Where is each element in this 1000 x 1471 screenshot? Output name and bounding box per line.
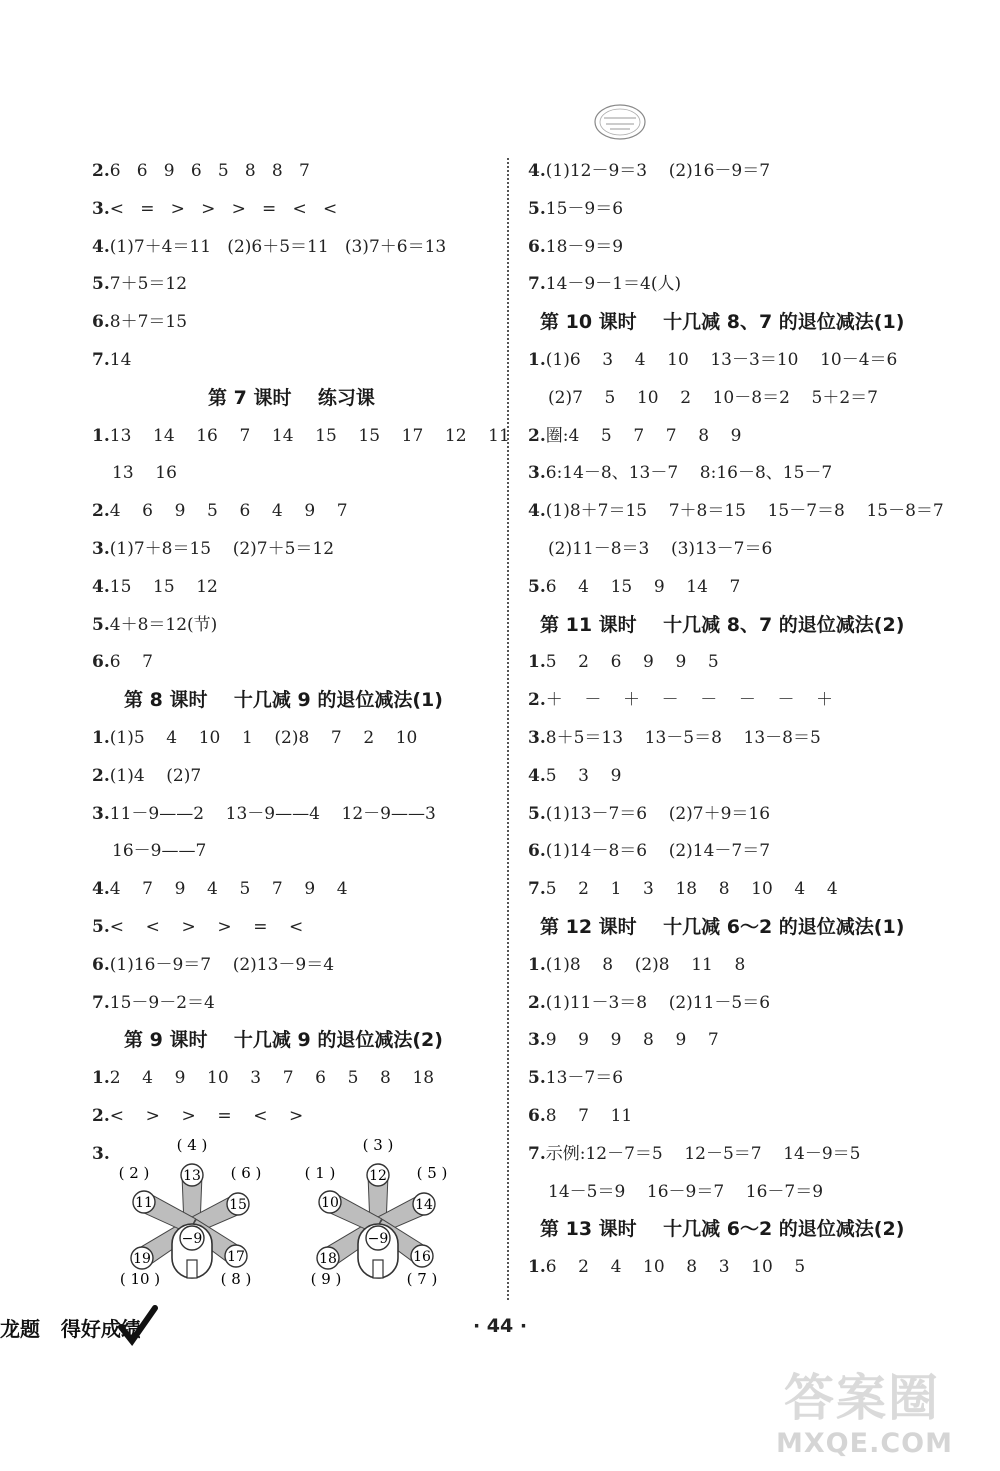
answer-line xyxy=(528,878,838,900)
petal-number: 11 xyxy=(135,1195,153,1211)
answer-text: (1)12－9＝3 (2)16－9＝7 xyxy=(545,161,771,181)
answer-text: < = > > > = < < xyxy=(109,198,338,219)
question-number: 5. xyxy=(528,803,546,824)
answer-text: (1)8 8 (2)8 11 8 xyxy=(545,954,746,975)
answer-text: 5 2 1 3 18 8 10 4 4 xyxy=(545,879,838,900)
answer-text: < > > = < > xyxy=(109,1106,304,1126)
petal-answer: ( 6 ) xyxy=(230,1164,262,1182)
answer-text: (1)6 3 4 10 13－3＝10 10－4＝6 xyxy=(545,350,898,370)
section-heading: 第 9 课时 十几减 9 的退位减法(2) xyxy=(124,1029,443,1052)
answer-text: 8 7 11 xyxy=(545,1106,633,1126)
flower-diagram-2 xyxy=(296,1138,476,1296)
answer-line xyxy=(548,387,878,409)
question-number: 5. xyxy=(92,917,110,937)
petal-answer: ( 1 ) xyxy=(304,1164,336,1182)
answer-text: < < > > = < xyxy=(109,917,304,937)
question-number: 5. xyxy=(92,614,110,635)
answer-line xyxy=(92,878,348,900)
section-heading: 第 11 课时 十几减 8、7 的退位减法(2) xyxy=(540,613,905,636)
answer-text: 5 3 9 xyxy=(545,765,622,786)
column-divider xyxy=(507,158,509,1300)
question-number: 2. xyxy=(92,765,110,786)
petal-number: 17 xyxy=(227,1249,245,1265)
answer-text: 2 4 9 10 3 7 6 5 8 18 xyxy=(109,1068,435,1089)
answer-text: 11－9——2 13－9——4 12－9——3 xyxy=(109,803,436,824)
section-heading: 第 12 课时 十几减 6～2 的退位减法(1) xyxy=(540,916,905,938)
answer-text: (1)8＋7＝15 7＋8＝15 15－7＝8 15－8＝7 xyxy=(545,501,944,522)
flower-door xyxy=(373,1260,383,1278)
flower-diagram-1 xyxy=(110,1138,290,1296)
answer-line xyxy=(92,614,217,636)
answer-line xyxy=(92,916,303,938)
answer-line xyxy=(112,840,206,862)
answer-line xyxy=(92,1143,110,1165)
answer-line xyxy=(92,803,436,825)
answer-text: 8＋7＝15 xyxy=(109,312,188,333)
answer-line xyxy=(528,651,719,673)
answer-text: 6:14－8、13－7 8:16－8、15－7 xyxy=(545,463,833,484)
answer-text: (1)7＋4＝11 (2)6＋5＝11 (3)7＋6＝13 xyxy=(109,236,447,257)
answer-text: 8＋5＝13 13－5＝8 13－8＝5 xyxy=(545,728,821,748)
answer-text: 14－5＝9 16－9＝7 16－7＝9 xyxy=(548,1181,824,1202)
answer-line xyxy=(528,1067,623,1089)
answer-text: 13 16 xyxy=(112,463,177,484)
section-heading: 第 7 课时 练习课 xyxy=(208,386,375,409)
question-number: 7. xyxy=(528,274,546,295)
footer-brand: 龙题 得好成绩 xyxy=(0,1317,141,1341)
petal-number: 15 xyxy=(229,1197,247,1213)
answer-text: 6 4 15 9 14 7 xyxy=(545,576,741,597)
question-number: 1. xyxy=(92,1068,110,1089)
answer-line xyxy=(92,160,310,182)
question-number: 4. xyxy=(92,879,110,900)
petal-number: 14 xyxy=(415,1197,433,1213)
answer-text: 18－9＝9 xyxy=(545,236,624,257)
petal-answer: ( 9 ) xyxy=(310,1270,342,1288)
petal-number: 10 xyxy=(321,1195,339,1211)
answer-text: 9 9 9 8 9 7 xyxy=(545,1030,719,1051)
question-number: 3. xyxy=(528,728,546,748)
question-number: 2. xyxy=(528,690,546,711)
answer-text: 4＋8＝12(节) xyxy=(109,614,218,635)
checkmark-icon xyxy=(118,1305,158,1347)
question-number: 1. xyxy=(528,954,546,975)
answer-text: (2)7 5 10 2 10－8＝2 5＋2＝7 xyxy=(548,387,878,408)
answer-line xyxy=(92,425,510,447)
petal-answer: ( 5 ) xyxy=(416,1164,448,1182)
answer-line xyxy=(112,462,177,484)
answer-text: 6 6 9 6 5 8 8 7 xyxy=(109,161,310,181)
answer-line xyxy=(92,500,348,522)
answer-text: 13 14 16 7 14 15 15 17 12 11 xyxy=(109,425,510,446)
question-number: 7. xyxy=(92,992,110,1013)
answer-text: 13－7＝6 xyxy=(545,1068,624,1089)
answer-text: 5 2 6 9 9 5 xyxy=(545,652,719,673)
answer-text: 6 7 xyxy=(109,652,153,673)
answer-line xyxy=(528,236,623,258)
answer-text: 示例:12－7＝5 12－5＝7 14－9＝5 xyxy=(545,1143,861,1164)
section-heading: 第 8 课时 十几减 9 的退位减法(1) xyxy=(124,689,443,712)
petal-number: 13 xyxy=(183,1168,201,1184)
answer-line xyxy=(92,1105,303,1127)
answer-text: 15 15 12 xyxy=(109,576,218,597)
petal-answer: ( 10 ) xyxy=(119,1270,161,1288)
answer-text: 15－9－2＝4 xyxy=(109,992,215,1013)
answer-line xyxy=(92,576,218,598)
flower-center-label: −9 xyxy=(181,1231,203,1247)
answer-line xyxy=(528,576,740,598)
watermark xyxy=(770,1358,990,1468)
answer-text: (1)16－9＝7 (2)13－9＝4 xyxy=(109,954,335,975)
answer-line xyxy=(528,425,741,447)
answer-line xyxy=(92,727,417,749)
answer-line xyxy=(528,954,745,976)
question-number: 4. xyxy=(528,765,546,786)
question-number: 6. xyxy=(528,841,546,862)
answer-text: (1)11－3＝8 (2)11－5＝6 xyxy=(545,992,771,1013)
question-number: 4. xyxy=(528,161,546,181)
page-number: · 44 · xyxy=(472,1315,528,1337)
answer-text: ＋ － ＋ － － － － ＋ xyxy=(545,690,834,711)
question-number: 2. xyxy=(92,1106,110,1126)
answer-line xyxy=(528,765,621,787)
answer-line xyxy=(528,840,770,862)
question-number: 5. xyxy=(528,198,546,219)
answer-line xyxy=(528,727,821,749)
question-number: 4. xyxy=(92,576,110,597)
question-number: 1. xyxy=(92,728,110,748)
watermark-logo: 答案圈 xyxy=(784,1369,940,1427)
petal-answer: ( 4 ) xyxy=(176,1138,208,1154)
petal-answer: ( 7 ) xyxy=(406,1270,438,1288)
question-number: 1. xyxy=(92,425,110,446)
answer-line xyxy=(92,236,446,258)
answer-text: 4 7 9 4 5 7 9 4 xyxy=(109,879,348,900)
question-number: 7. xyxy=(528,879,546,900)
question-number: 7. xyxy=(528,1143,546,1164)
question-number: 5. xyxy=(528,576,546,597)
answer-line xyxy=(92,954,334,976)
answer-line xyxy=(528,803,770,825)
petal-answer: ( 3 ) xyxy=(362,1138,394,1154)
question-number: 6. xyxy=(92,954,110,975)
answer-text: (1)14－8＝6 (2)14－7＝7 xyxy=(545,841,771,862)
answer-line xyxy=(92,651,153,673)
petal-answer: ( 8 ) xyxy=(220,1270,252,1288)
answer-line xyxy=(528,689,833,711)
petal-number: 18 xyxy=(319,1251,337,1267)
question-number: 3. xyxy=(92,803,110,824)
section-heading: 第 13 课时 十几减 6～2 的退位减法(2) xyxy=(540,1218,905,1241)
question-number: 2. xyxy=(92,161,110,181)
question-number: 2. xyxy=(528,425,546,446)
petal-number: 16 xyxy=(413,1249,431,1265)
question-number: 2. xyxy=(528,992,546,1013)
answer-line xyxy=(528,992,770,1014)
answer-text: (1)5 4 10 1 (2)8 7 2 10 xyxy=(109,728,418,748)
petal-answer: ( 2 ) xyxy=(118,1164,150,1182)
answer-text: 7＋5＝12 xyxy=(109,274,188,295)
answer-line xyxy=(548,538,772,560)
question-number: 1. xyxy=(528,652,546,673)
question-number: 4. xyxy=(92,236,110,257)
answer-line xyxy=(92,992,215,1014)
question-number: 6. xyxy=(92,312,110,333)
answer-text: 6 2 4 10 8 3 10 5 xyxy=(545,1257,806,1278)
question-number: 5. xyxy=(92,274,110,295)
answer-line xyxy=(528,1029,719,1051)
question-number: 2. xyxy=(92,501,110,522)
answer-line xyxy=(528,1256,805,1278)
answer-line xyxy=(92,1067,434,1089)
question-number: 3. xyxy=(528,1030,546,1051)
question-number: 3. xyxy=(92,1143,110,1164)
question-number: 6. xyxy=(528,236,546,257)
answer-line xyxy=(528,1143,861,1165)
answer-line xyxy=(92,273,187,295)
question-number: 6. xyxy=(528,1106,546,1126)
answer-text: 14 xyxy=(109,350,132,370)
answer-text: 圈:4 5 7 7 8 9 xyxy=(545,425,742,446)
answer-line xyxy=(528,462,832,484)
answer-text: (1)13－7＝6 (2)7＋9＝16 xyxy=(545,803,771,824)
answer-line xyxy=(92,349,131,371)
answer-text: (1)7＋8＝15 (2)7＋5＝12 xyxy=(109,539,335,559)
answer-line xyxy=(92,311,187,333)
answer-line xyxy=(92,538,334,560)
question-number: 1. xyxy=(528,350,546,370)
question-number: 3. xyxy=(92,539,110,559)
question-number: 1. xyxy=(528,1257,546,1278)
question-number: 3. xyxy=(92,198,110,219)
answer-text: (2)11－8＝3 (3)13－7＝6 xyxy=(548,539,773,559)
answer-line xyxy=(528,273,681,295)
question-number: 4. xyxy=(528,501,546,522)
question-number: 7. xyxy=(92,350,110,370)
petal-number: 12 xyxy=(369,1168,387,1184)
petal-number: 19 xyxy=(133,1251,151,1267)
answer-text: (1)4 (2)7 xyxy=(109,765,202,786)
flower-center-label: −9 xyxy=(367,1231,389,1247)
answer-text: 16－9——7 xyxy=(112,841,207,862)
answer-line xyxy=(528,198,623,220)
flower-door xyxy=(187,1260,197,1278)
question-number: 6. xyxy=(92,652,110,673)
answer-line xyxy=(528,349,897,371)
answer-text: 14－9－1＝4(人) xyxy=(545,274,682,295)
answer-line xyxy=(548,1181,823,1203)
question-number: 5. xyxy=(528,1068,546,1089)
answer-line xyxy=(528,160,770,182)
watermark-text: MXQE.COM xyxy=(776,1428,953,1459)
answer-text: 15－9＝6 xyxy=(545,198,624,219)
answer-line xyxy=(92,765,201,787)
stamp-logo-icon xyxy=(592,102,648,142)
answer-line xyxy=(528,1105,632,1127)
section-heading: 第 10 课时 十几减 8、7 的退位减法(1) xyxy=(540,311,905,334)
answer-text: 4 6 9 5 6 4 9 7 xyxy=(109,501,348,522)
answer-line xyxy=(528,500,944,522)
question-number: 3. xyxy=(528,463,546,484)
answer-line xyxy=(92,198,337,220)
